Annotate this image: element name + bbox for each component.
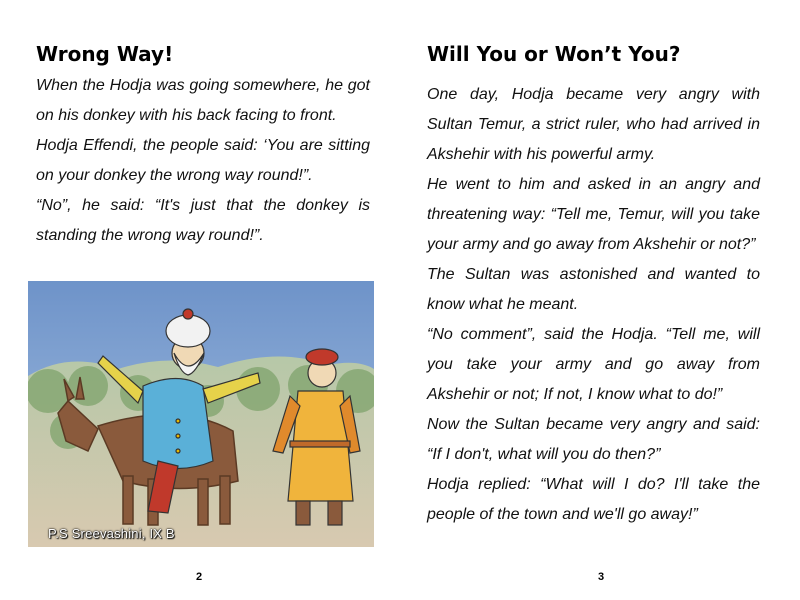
story-paragraph: Hodja replied: “What will I do? I'll take the people of the town and we'll go away!”	[427, 476, 760, 523]
story-paragraph: Now the Sultan became very angry and said: “If I don't, what will you do then?”	[427, 416, 760, 463]
story-title: Wrong Way!	[36, 42, 174, 66]
page-number: 3	[598, 571, 605, 583]
story-paragraph: “No”, he said: “It's just that the donkey is standing the wrong way round!”.	[36, 197, 370, 244]
story-title: Will You or Won’t You?	[427, 42, 681, 66]
story-paragraph: He went to him and asked in an angry and threatening way: “Tell me, Temur, will you take your army and go away from Akshehir or not?”	[427, 176, 760, 253]
illustration-credit: P.S Sreevashini, IX B	[48, 526, 175, 541]
page-number: 2	[196, 571, 203, 583]
story-paragraph: Hodja Effendi, the people said: ‘You are sitting on your donkey the wrong way round!”.	[36, 137, 370, 184]
story-paragraph: When the Hodja was going somewhere, he got on his donkey with his back facing to front.	[36, 77, 370, 124]
story-paragraph: “No comment”, said the Hodja. “Tell me, will you take your army and go away from Akshehir or not; If not, I know what to do!”	[427, 326, 760, 403]
illustration-drawing	[28, 281, 374, 547]
story-text	[36, 71, 370, 251]
right-page	[400, 0, 800, 600]
story-paragraph: One day, Hodja became very angry with Sultan Temur, a strict ruler, who had arrived in Akshehir with his powerful army.	[427, 86, 760, 163]
story-paragraph: The Sultan was astonished and wanted to know what he meant.	[427, 266, 760, 313]
story-text	[427, 80, 760, 530]
hodja-donkey-illustration	[28, 281, 374, 547]
